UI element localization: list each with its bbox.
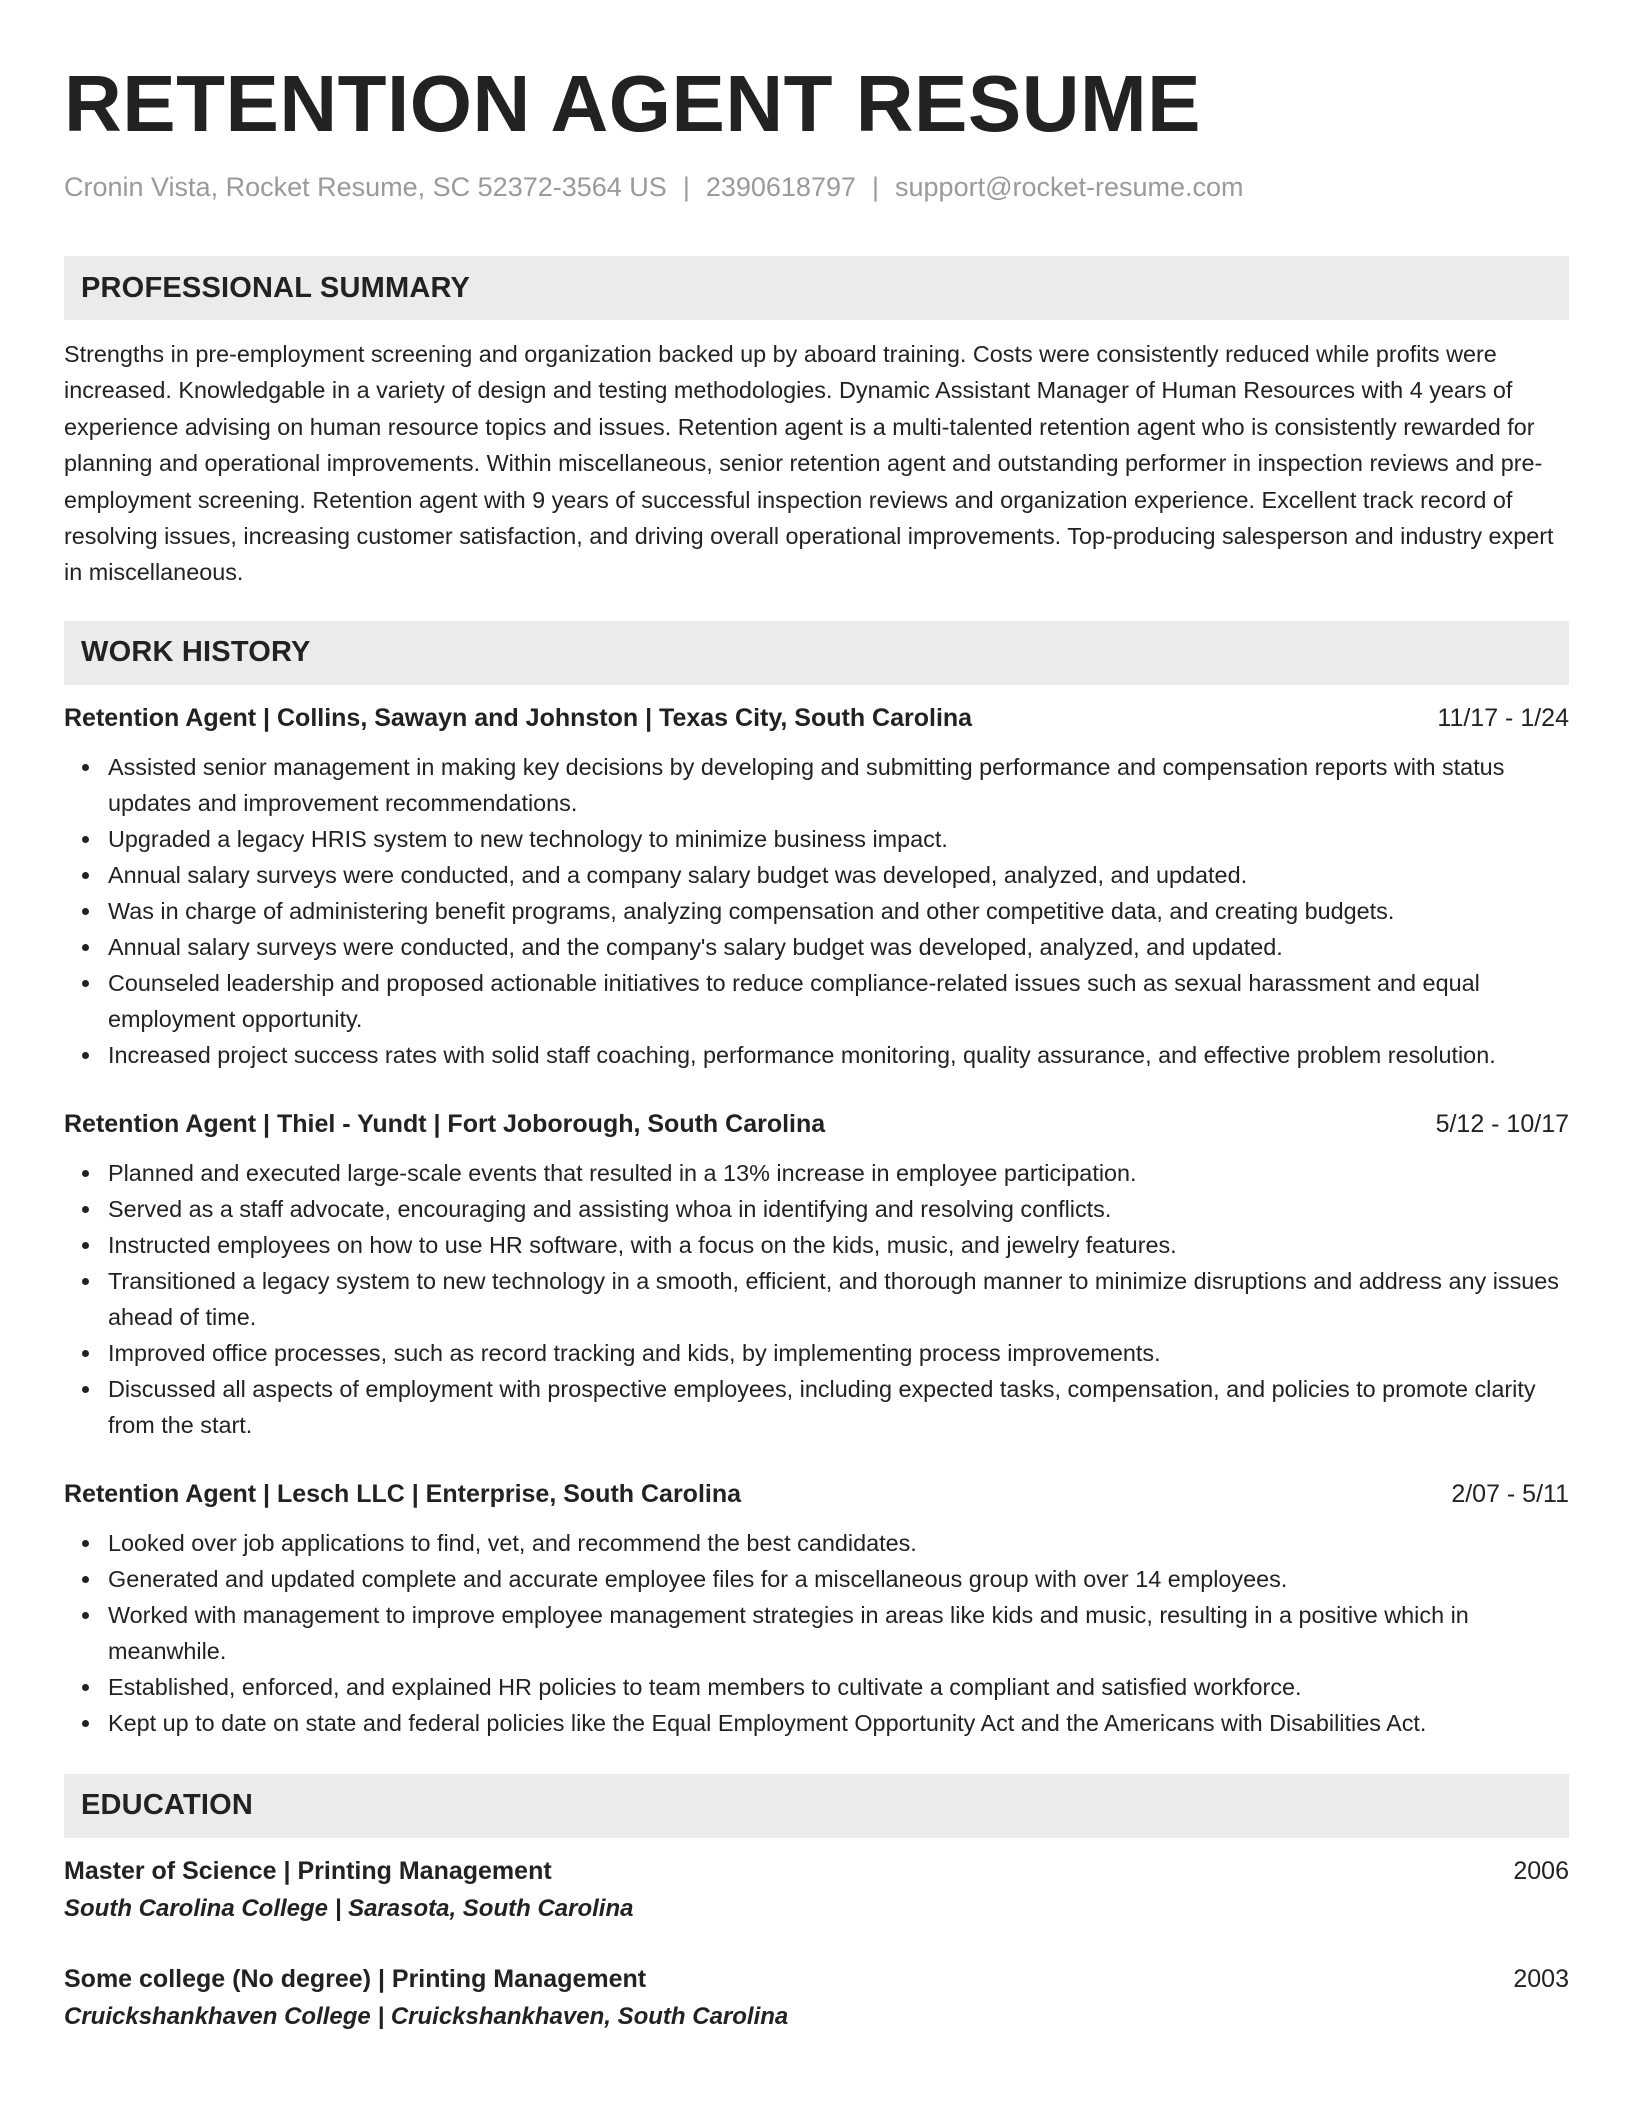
job-header	[64, 701, 1569, 735]
job-title: Retention Agent | Thiel - Yundt | Fort Joborough, South Carolina	[64, 1109, 826, 1138]
section-header-summary: PROFESSIONAL SUMMARY	[64, 256, 1569, 320]
education-entry	[64, 1854, 1569, 1926]
resume-title: RETENTION AGENT RESUME	[64, 59, 1201, 148]
job-header	[64, 1107, 1569, 1141]
job-dates: 11/17 - 1/24	[1437, 703, 1569, 732]
education-header	[64, 1962, 1569, 1996]
job-entry	[64, 1477, 1569, 1741]
education-school: South Carolina College | Sarasota, South Carolina	[64, 1894, 634, 1922]
job-title: Retention Agent | Collins, Sawayn and Johnston | Texas City, South Carolina	[64, 703, 973, 732]
job-dates: 5/12 - 10/17	[1435, 1109, 1569, 1138]
job-bullet: Was in charge of administering benefit programs, analyzing compensation and other competitive data, and creating budgets.	[108, 893, 1569, 929]
job-bullet: Instructed employees on how to use HR software, with a focus on the kids, music, and jewelry features.	[108, 1227, 1569, 1263]
job-bullet: Looked over job applications to find, vet, and recommend the best candidates.	[108, 1525, 1569, 1561]
education-entry	[64, 1962, 1569, 2034]
job-bullet: Kept up to date on state and federal policies like the Equal Employment Opportunity Act and the Americans with Disabilities Act.	[108, 1705, 1569, 1741]
job-bullet-list	[64, 749, 1569, 1073]
section-header-education: EDUCATION	[64, 1774, 1569, 1838]
education-header	[64, 1854, 1569, 1888]
job-bullet: Annual salary surveys were conducted, and a company salary budget was developed, analyzed, and updated.	[108, 857, 1569, 893]
education-school: Cruickshankhaven College | Cruickshankhaven, South Carolina	[64, 2002, 789, 2030]
job-bullet: Improved office processes, such as record tracking and kids, by implementing process improvements.	[108, 1335, 1569, 1371]
contact-phone: 2390618797	[705, 172, 856, 202]
job-bullet: Served as a staff advocate, encouraging and assisting whoa in identifying and resolving conflicts.	[108, 1191, 1569, 1227]
education-degree: Some college (No degree) | Printing Management	[64, 1964, 647, 1993]
job-entry	[64, 701, 1569, 1073]
job-bullet-list	[64, 1525, 1569, 1741]
job-bullet: Discussed all aspects of employment with prospective employees, including expected tasks, compensation, and policies to promote clarity from the start.	[108, 1371, 1569, 1443]
job-bullet: Counseled leadership and proposed actionable initiatives to reduce compliance-related issues such as sexual harassment and equal employment opportunity.	[108, 965, 1569, 1037]
education-year: 2006	[1513, 1856, 1569, 1885]
job-bullet: Annual salary surveys were conducted, and the company's salary budget was developed, analyzed, and updated.	[108, 929, 1569, 965]
contact-address: Cronin Vista, Rocket Resume, SC 52372-3564 US	[64, 172, 667, 202]
job-bullet: Transitioned a legacy system to new technology in a smooth, efficient, and thorough manner to minimize disruptions and address any issues ahead of time.	[108, 1263, 1569, 1335]
job-bullet: Established, enforced, and explained HR policies to team members to cultivate a compliant and satisfied workforce.	[108, 1669, 1569, 1705]
job-bullet: Upgraded a legacy HRIS system to new technology to minimize business impact.	[108, 821, 1569, 857]
job-bullet: Worked with management to improve employee management strategies in areas like kids and music, resulting in a positive which in meanwhile.	[108, 1597, 1569, 1669]
job-bullet: Generated and updated complete and accurate employee files for a miscellaneous group with over 14 employees.	[108, 1561, 1569, 1597]
job-bullet-list	[64, 1155, 1569, 1443]
job-bullet: Assisted senior management in making key decisions by developing and submitting performance and compensation reports with status updates and improvement recommendations.	[108, 749, 1569, 821]
contact-separator: |	[872, 172, 880, 202]
education-year: 2003	[1513, 1964, 1569, 1993]
job-title: Retention Agent | Lesch LLC | Enterprise, South Carolina	[64, 1479, 742, 1508]
education-degree: Master of Science | Printing Management	[64, 1856, 552, 1885]
contact-line	[64, 170, 1569, 204]
job-bullet: Planned and executed large-scale events that resulted in a 13% increase in employee participation.	[108, 1155, 1569, 1191]
contact-email: support@rocket-resume.com	[895, 172, 1244, 202]
job-entry	[64, 1107, 1569, 1443]
job-dates: 2/07 - 5/11	[1451, 1479, 1569, 1508]
job-bullet: Increased project success rates with solid staff coaching, performance monitoring, quality assurance, and effective problem resolution.	[108, 1037, 1569, 1073]
summary-text: Strengths in pre-employment screening and organization backed up by aboard training. Costs were consistently reduced while profits were increased. Knowledgable in a variety of design and testing methodologies. Dynamic Assistant Manager of Human Resources with 4 years of experience advising on human resource topics and issues. Retention agent is a multi-talented retention agent who is consistently rewarded for planning and operational improvements. Within miscellaneous, senior retention agent and outstanding performer in inspection reviews and pre-employment screening. Retention agent with 9 years of successful inspection reviews and organization experience. Excellent track record of resolving issues, increasing customer satisfaction, and driving overall operational improvements. Top-producing salesperson and industry expert in miscellaneous.	[64, 341, 1554, 586]
section-header-work-history: WORK HISTORY	[64, 621, 1569, 685]
job-header	[64, 1477, 1569, 1511]
contact-separator: |	[682, 172, 690, 202]
